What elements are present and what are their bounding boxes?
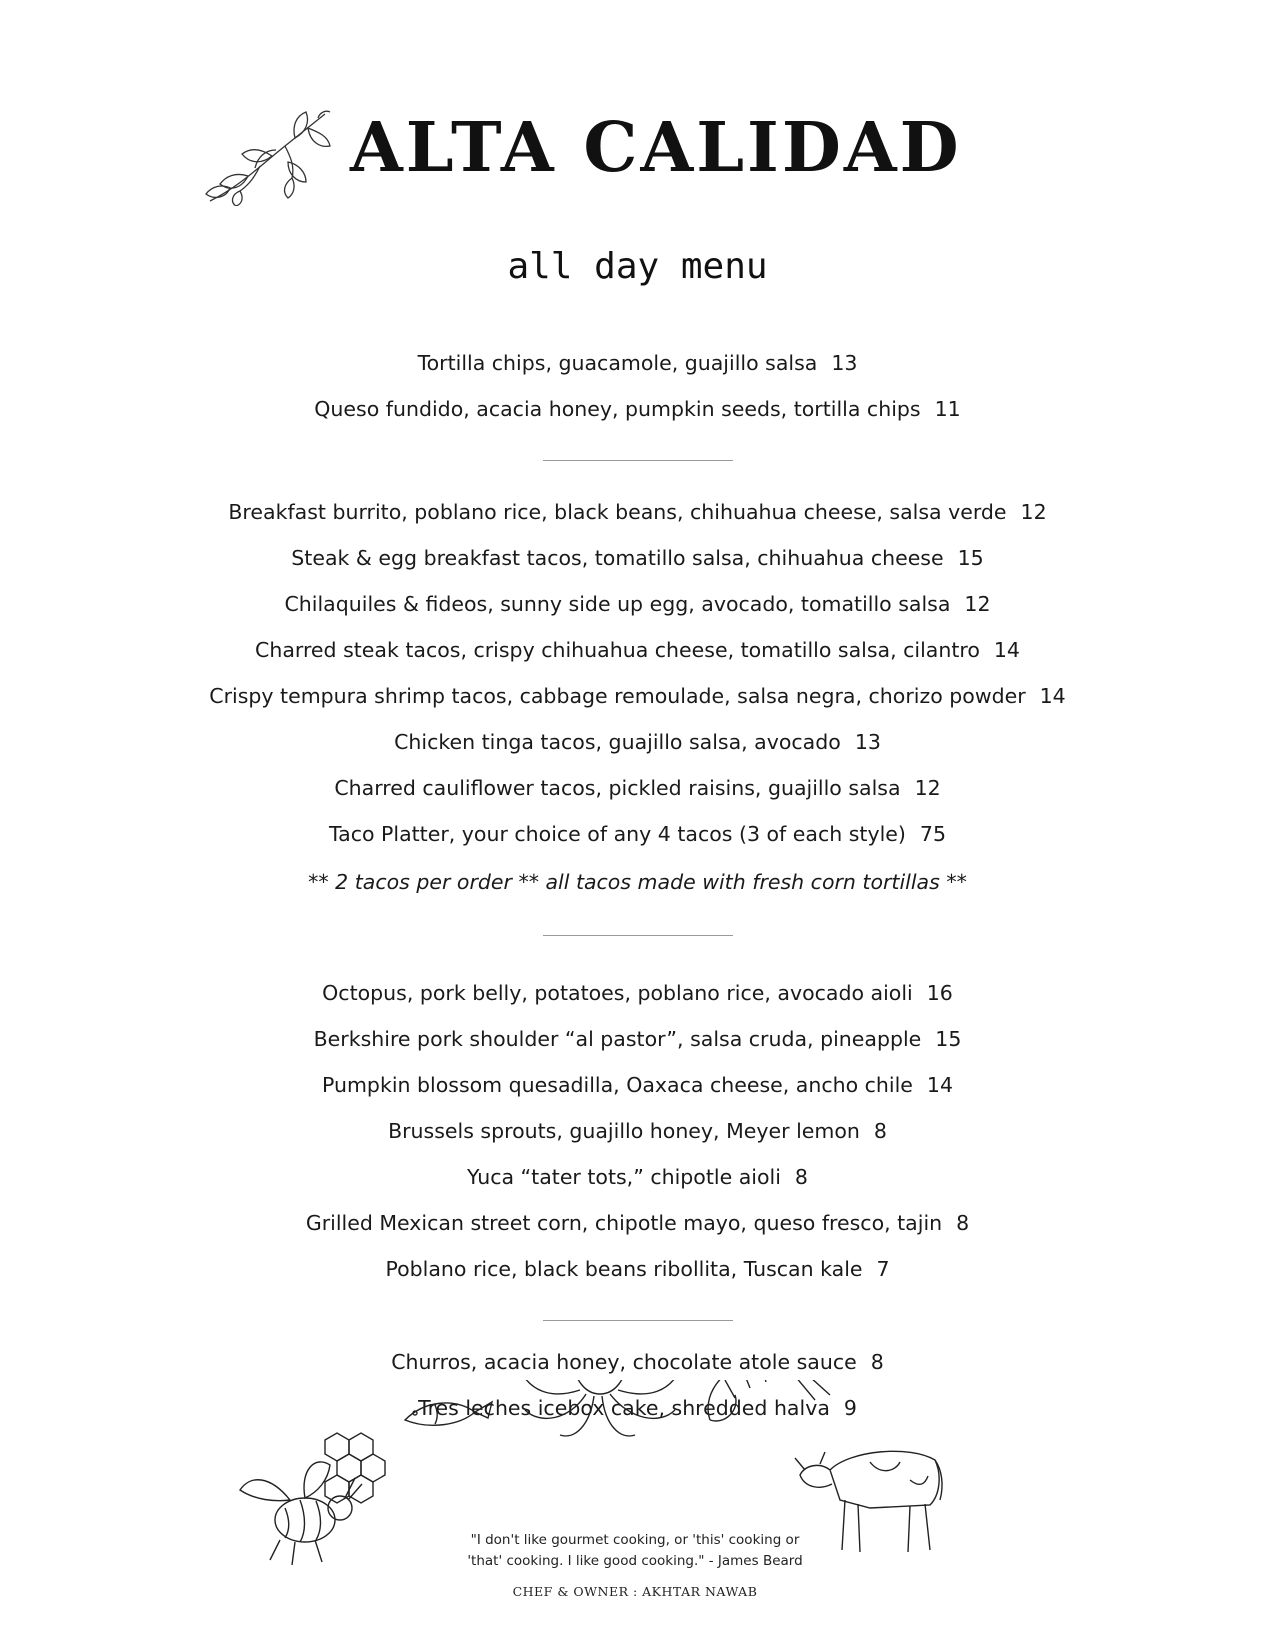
- menu-item: [0, 1062, 1275, 1108]
- item-name: Grilled Mexican street corn, chipotle mayo, queso fresco, tajin: [305, 1211, 943, 1235]
- item-price: 12: [1020, 500, 1047, 524]
- menu-item: [0, 1246, 1275, 1292]
- menu-list: [0, 340, 1275, 1431]
- item-price: 15: [935, 1027, 962, 1051]
- menu-item: [0, 970, 1275, 1016]
- item-price: 75: [919, 822, 946, 846]
- menu-item: [0, 627, 1275, 673]
- item-name: Churros, acacia honey, chocolate atole sauce: [391, 1350, 857, 1374]
- item-price: 8: [873, 1119, 887, 1143]
- menu-item: [0, 673, 1275, 719]
- item-name: Poblano rice, black beans ribollita, Tuscan kale: [385, 1257, 863, 1281]
- taco-note: ** 2 tacos per order ** all tacos made with fresh corn tortillas **: [308, 870, 967, 894]
- item-price: 9: [843, 1396, 857, 1420]
- item-name: Chilaquiles & fideos, sunny side up egg, avocado, tomatillo salsa: [284, 592, 951, 616]
- item-name: Brussels sprouts, guajillo honey, Meyer lemon: [388, 1119, 860, 1143]
- item-price: 16: [926, 981, 953, 1005]
- item-price: 8: [794, 1165, 808, 1189]
- item-name: Charred cauliflower tacos, pickled raisins, guajillo salsa: [334, 776, 901, 800]
- item-name: Taco Platter, your choice of any 4 tacos (3 of each style): [329, 822, 906, 846]
- menu-section-tacos: [0, 489, 1275, 907]
- item-price: 15: [957, 546, 984, 570]
- item-price: 8: [956, 1211, 970, 1235]
- menu-item: [0, 581, 1275, 627]
- bee-icon: [240, 1462, 362, 1565]
- item-name: Chicken tinga tacos, guajillo salsa, avocado: [394, 730, 841, 754]
- menu-item: [0, 1200, 1275, 1246]
- menu-item: [0, 811, 1275, 857]
- item-price: 13: [854, 730, 881, 754]
- menu-section-starters: [0, 340, 1275, 432]
- item-price: 14: [926, 1073, 954, 1097]
- item-name: Breakfast burrito, poblano rice, black beans, chihuahua cheese, salsa verde: [228, 500, 1007, 524]
- restaurant-name: ALTA CALIDAD: [350, 108, 962, 188]
- item-name: Yuca “tater tots,” chipotle aioli: [467, 1165, 781, 1189]
- menu-item: [0, 1339, 1275, 1385]
- item-price: 8: [870, 1350, 884, 1374]
- item-name: Charred steak tacos, crispy chihuahua cheese, tomatillo salsa, cilantro: [255, 638, 980, 662]
- menu-item: [0, 535, 1275, 581]
- cow-icon: [795, 1451, 942, 1552]
- quote-line: 'that' cooking. I like good cooking." - James Beard: [467, 1553, 803, 1569]
- octopus-icon: [520, 1380, 680, 1436]
- item-name: Pumpkin blossom quesadilla, Oaxaca cheese, ancho chile: [321, 1073, 913, 1097]
- quote-line: "I don't like gourmet cooking, or 'this' cooking or: [470, 1532, 800, 1548]
- leaf-branch-icon: [200, 106, 335, 206]
- menu-item: [0, 1154, 1275, 1200]
- menu-item: [0, 340, 1275, 386]
- item-price: 12: [914, 776, 941, 800]
- menu-item: [0, 1016, 1275, 1062]
- item-price: 7: [876, 1257, 890, 1281]
- item-name: Tortilla chips, guacamole, guajillo salsa: [417, 351, 818, 375]
- chef-quote: [455, 1530, 815, 1572]
- item-price: 13: [831, 351, 858, 375]
- menu-item: [0, 489, 1275, 535]
- chef-credit: CHEF & OWNER : AKHTAR NAWAB: [512, 1584, 758, 1599]
- brand-header: [200, 98, 962, 208]
- shrimp-icon: [708, 1380, 880, 1421]
- item-price: 14: [1039, 684, 1066, 708]
- item-name: Steak & egg breakfast tacos, tomatillo salsa, chihuahua cheese: [291, 546, 944, 570]
- item-price: 11: [934, 397, 961, 421]
- item-name: Octopus, pork belly, potatoes, poblano rice, avocado aioli: [322, 981, 913, 1005]
- item-name: Queso fundido, acacia honey, pumpkin seeds, tortilla chips: [314, 397, 921, 421]
- item-price: 14: [993, 638, 1020, 662]
- item-name: Berkshire pork shoulder “al pastor”, salsa cruda, pineapple: [313, 1027, 922, 1051]
- menu-item: [0, 386, 1275, 432]
- item-name: Crispy tempura shrimp tacos, cabbage remoulade, salsa negra, chorizo powder: [209, 684, 1026, 708]
- fish-icon: [405, 1402, 492, 1425]
- menu-item: [0, 1108, 1275, 1154]
- item-price: 12: [964, 592, 991, 616]
- menu-item: [0, 765, 1275, 811]
- item-name: Tres leches icebox cake, shredded halva: [418, 1396, 830, 1420]
- menu-subtitle: all day menu: [507, 246, 768, 287]
- menu-item: [0, 719, 1275, 765]
- menu-section-mains: [0, 970, 1275, 1292]
